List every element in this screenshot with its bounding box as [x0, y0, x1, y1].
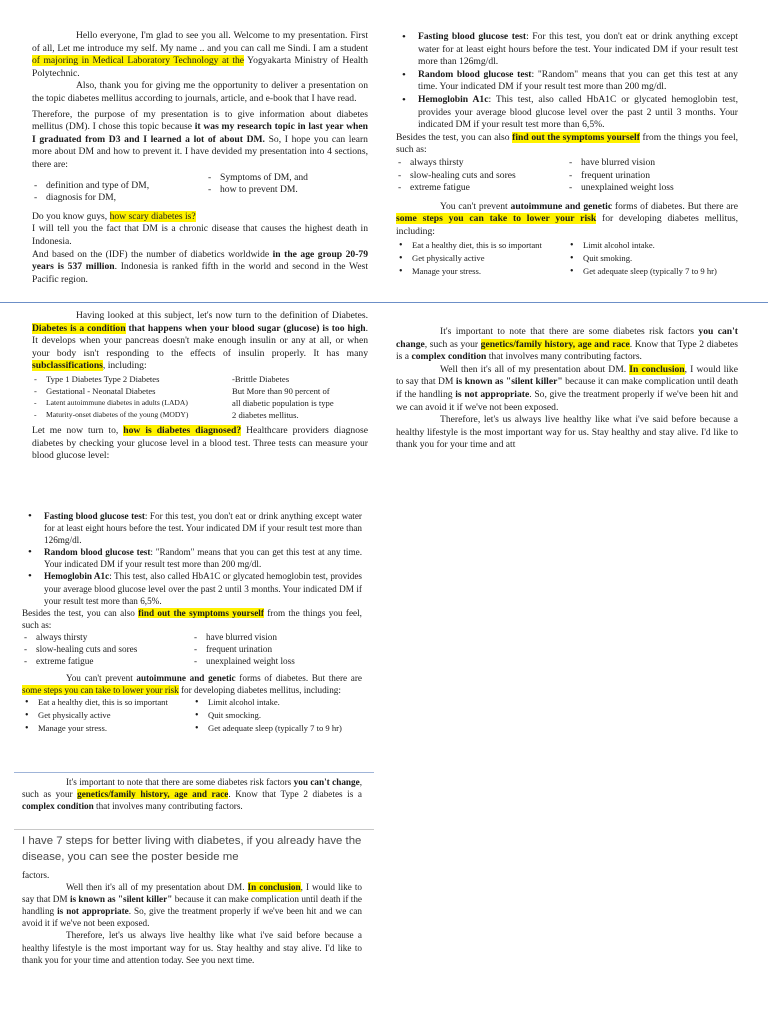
- section-list: [32, 172, 368, 205]
- test-item: • Fasting blood glucose test: For this test, you don't eat or drink anything except water for at least eight hours before the test. Your indicated DM if your result test more than 126mg/dl.: [396, 31, 738, 69]
- section-item: - how to prevent DM.: [206, 184, 368, 197]
- fragment-line: factors.: [22, 870, 50, 880]
- tests-list: [22, 510, 362, 607]
- test-item: • Random blood glucose test: "Random" means that you can get this test at any time. Your indicated DM if your result test more than 200 mg/dl.: [22, 546, 362, 570]
- symptom-item: - frequent urination: [567, 170, 738, 183]
- type-note: 2 diabetes mellitus.: [232, 409, 299, 420]
- intro-purpose: Therefore, the purpose of my presentation is to give information about diabetes mellitus (DM). I chose this topic because it was my research topic in last year when I graduated from D3 and I learned a lot of about DM. So, I hope you can learn more about DM and how to prevent it. I have devided my presentation into 4 sections, there are:: [32, 108, 368, 170]
- tests-section-bottom: [22, 510, 362, 735]
- poster-caption: I have 7 steps for better living with diabetes, if you already have the disease, you can see the poster beside me: [22, 835, 362, 863]
- intro-greeting: Hello everyone, I'm glad to see you all. Welcome to my presentation. First of all, Let me introduce my self. My name .. and you can call me Sindi. I am a student of majoring in Medical Laboratory Technology at the Yogyakarta Ministry of Health Polytechnic.: [32, 30, 368, 79]
- symptom-item: - always thirsty: [22, 631, 192, 643]
- symptom-item: - have blurred vision: [192, 631, 362, 643]
- risk-conclusion-top: [396, 326, 738, 452]
- tip-item: • Quit smoking.: [567, 252, 738, 265]
- prevent-intro: You can't prevent autoimmune and genetic forms of diabetes. But there are some steps you can take to lower your risk for developing diabetes mellitus, including:: [396, 200, 739, 237]
- conclusion-text: Well then it's all of my presentation about DM. In conclusion, I would like to say that DM is known as "silent killer" because it can make complication until death if the handling is not appropriate. So, give the treatment properly if we've been hit and we can avoid it if we've not been exposed.: [396, 363, 738, 413]
- intro-thanks: Also, thank you for giving me the opportunity to deliver a presentation on the topic diabetes mellitus according to journals, article, and e-book that I have read.: [32, 80, 368, 104]
- fact-line: I will tell you the fact that DM is a chronic disease that causes the highest death in Indonesia.: [32, 223, 368, 247]
- risk-text: It's important to note that there are some diabetes risk factors you can't change, such as your genetics/family history, age and race. Know that Type 2 diabetes is a complex condition that involves many contributing factors.: [396, 326, 738, 363]
- type-item: - Gestational - Neonatal Diabetes: [32, 385, 232, 397]
- intro-section: [32, 30, 368, 286]
- symptom-item: - unexplained weight loss: [567, 182, 738, 195]
- type-item: - Latent autoimmune diabetes in adults (LADA): [32, 397, 232, 409]
- prevention-tips: [396, 239, 738, 278]
- symptoms-list: [22, 631, 362, 667]
- symptom-item: - unexplained weight loss: [192, 655, 362, 667]
- symptoms-intro: Besides the test, you can also find out the symptoms yourself from the things you feel, such as:: [396, 131, 739, 156]
- tip-item: • Get physically active: [396, 252, 567, 265]
- tip-item: • Get adequate sleep (typically 7 to 9 hr): [192, 722, 362, 735]
- tip-item: • Limit alcohol intake.: [567, 239, 738, 252]
- risk-section-bottom: [22, 776, 362, 812]
- tip-item: • Quit smocking.: [192, 709, 362, 722]
- definition-text: Having looked at this subject, let's now turn to the definition of Diabetes. Diabetes is a condition that happens when your blood sugar (glucose) is too high. It develops when your pancreas doesn't make enough insulin or any at all, or when your body isn't responding to the effects of insulin properly. It has many subclassifications, including:: [32, 310, 368, 372]
- page-divider: [0, 302, 768, 303]
- test-item: • Random blood glucose test: "Random" means that you can get this test at any time. Your indicated DM if your result test more than 200 mg/dl.: [396, 69, 738, 94]
- type-note: But More than 90 percent of: [232, 385, 330, 396]
- symptom-item: - always thirsty: [396, 157, 567, 170]
- test-item: • Hemoglobin A1c: This test, also called HbA1C or glycated hemoglobin test, provides your average blood glucose level over the past 2 until 3 months. Your indicated DM if your result test more than 6,5%.: [22, 570, 362, 606]
- question-line: Do you know guys, how scary diabetes is?: [32, 210, 196, 222]
- section-item: - Symptoms of DM, and: [206, 172, 368, 185]
- closing-text: Therefore, let's us always live healthy like what i've said before because a healthy lifestyle is the most important way for us. Stay healthy and stay alive. I'd like to thank you for your time and att: [396, 414, 738, 451]
- caption-rule: [14, 829, 374, 830]
- diabetes-types: [32, 373, 368, 421]
- tests-list: [396, 31, 738, 132]
- test-item: • Hemoglobin A1c: This test, also called HbA1C or glycated hemoglobin test, provides your average blood glucose level over the past 2 until 3 months. Your indicated DM if your result test more than 6,5%.: [396, 94, 738, 132]
- tip-item: • Manage your stress.: [396, 265, 567, 278]
- symptom-item: - extreme fatigue: [396, 182, 567, 195]
- symptom-item: - have blurred vision: [567, 157, 738, 170]
- test-item: • Fasting blood glucose test: For this test, you don't eat or drink anything except water for at least eight hours before the test. Your indicated DM if your result test more than 126mg/dl.: [22, 510, 362, 546]
- closing-text: Therefore, let's us always live healthy like what i've said before because a healthy lifestyle is the most important way for us. Stay healthy and stay alive. I'd like to thank you for your time and attention today. See you next time.: [22, 930, 362, 965]
- tip-item: • Limit alcohol intake.: [192, 696, 362, 709]
- type-note: -Brittle Diabetes: [232, 373, 290, 384]
- symptoms-list: [396, 157, 738, 195]
- type-item: - Maturity-onset diabetes of the young (MODY): [32, 409, 232, 421]
- section-divider: [14, 772, 374, 773]
- symptom-item: - extreme fatigue: [22, 655, 192, 667]
- symptoms-intro: Besides the test, you can also find out the symptoms yourself from the things you feel, such as:: [22, 607, 362, 630]
- definition-section: [32, 310, 368, 463]
- tip-item: • Manage your stress.: [22, 722, 192, 735]
- section-item: - diagnosis for DM,: [32, 192, 200, 205]
- conclusion-text: Well then it's all of my presentation about DM. In conclusion, I would like to say that DM is known as "silent killer" because it can make complication until death if the handling is not appropriate. So, give the treatment properly if we've been hit and we can avoid it if we've not been exposed.: [22, 882, 363, 929]
- tip-item: • Eat a healthy diet, this is so important: [22, 696, 192, 709]
- prevent-intro: You can't prevent autoimmune and genetic forms of diabetes. But there are some steps you can take to lower your risk for developing diabetes mellitus, including:: [22, 673, 362, 696]
- idf-line: And based on the (IDF) the number of diabetics worldwide in the age group 20-79 years is 537 million. Indonesia is ranked fifth in the world and second in the West Pacific region.: [32, 248, 368, 285]
- conclusion-section-bottom: [22, 857, 362, 966]
- tip-item: • Get adequate sleep (typically 7 to 9 hr): [567, 265, 738, 278]
- type-note: all diabetic population is type: [232, 397, 334, 408]
- symptom-item: - slow-healing cuts and sores: [396, 170, 567, 183]
- tip-item: • Eat a healthy diet, this is so important: [396, 239, 567, 252]
- tip-item: • Get physically active: [22, 709, 192, 722]
- prevention-tips: [22, 696, 362, 735]
- tests-section-top: [396, 31, 738, 278]
- symptom-item: - frequent urination: [192, 643, 362, 655]
- risk-text: It's important to note that there are some diabetes risk factors you can't change, such as your genetics/family history, age and race. Know that Type 2 diabetes is a complex condition that involves many contributing factors.: [22, 777, 362, 812]
- type-item: - Type 1 Diabetes Type 2 Diabetes: [32, 373, 232, 385]
- section-item: - definition and type of DM,: [32, 180, 200, 193]
- symptom-item: - slow-healing cuts and sores: [22, 643, 192, 655]
- diagnosis-intro: Let me now turn to, how is diabetes diagnosed? Healthcare providers diagnose diabetes by checking your glucose level in a blood test. Three tests can measure your blood glucose level:: [32, 424, 368, 462]
